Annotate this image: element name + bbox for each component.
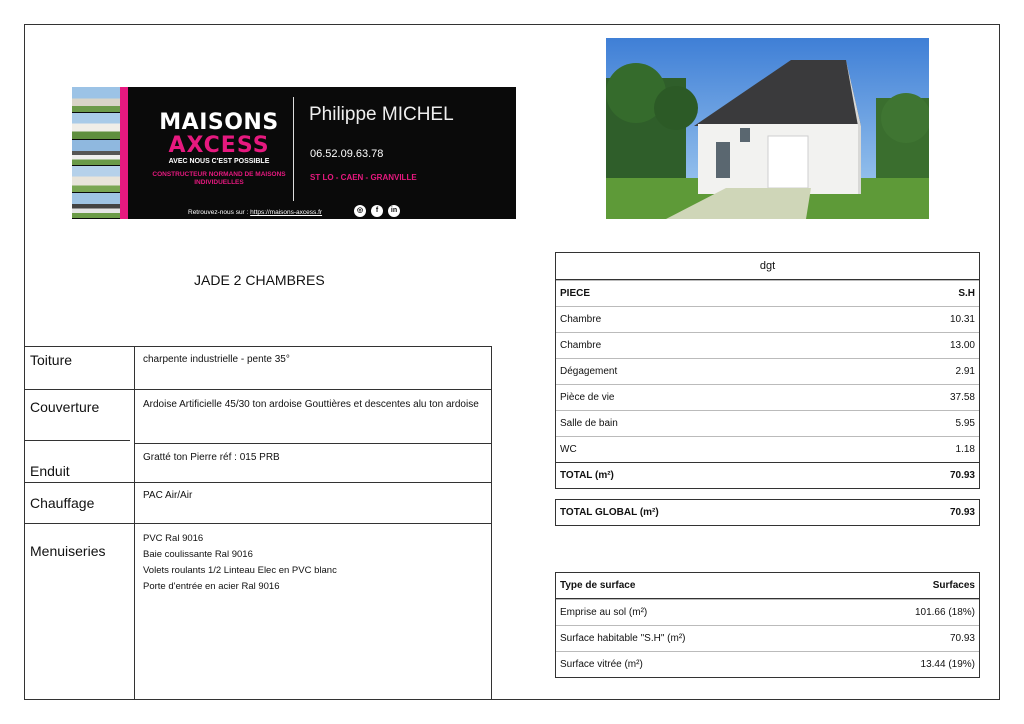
accent-stripe (120, 87, 128, 219)
table-row: Chambre 13.00 (556, 332, 979, 358)
table-row: Dégagement 2.91 (556, 358, 979, 384)
company-banner (72, 87, 516, 219)
house-render-image (606, 38, 929, 219)
instagram-icon[interactable]: ◎ (354, 205, 366, 217)
spec-label-chauffage: Chauffage (30, 495, 95, 511)
spec-value-chauffage: PAC Air/Air (143, 490, 193, 501)
contact-phone: 06.52.09.63.78 (310, 148, 384, 160)
spec-value-menuiseries: PVC Ral 9016 Baie coulissante Ral 9016 Volets roulants 1/2 Linteau Elec en PVC blanc Porte d'entrée en acier Ral 9016 (143, 533, 337, 592)
spec-table-border (24, 482, 492, 483)
spec-value-enduit: Gratté ton Pierre réf : 015 PRB (143, 452, 280, 463)
surfaces-table-header: Type de surface Surfaces (556, 573, 979, 599)
contact-name: Philippe MICHEL (309, 104, 454, 125)
linkedin-icon[interactable]: in (388, 205, 400, 217)
contact-cities: ST LO - CAEN - GRANVILLE (310, 173, 417, 182)
website-link[interactable]: Retrouvez-nous sur : https://maisons-axcess.fr (188, 209, 323, 216)
rooms-table-header: PIECE S.H (556, 280, 979, 306)
table-row: WC 1.18 (556, 436, 979, 462)
model-title: JADE 2 CHAMBRES (194, 272, 325, 288)
brand-logo: MAISONS AXCESS AVEC NOUS C'EST POSSIBLE CONSTRUCTEUR NORMAND DE MAISONS INDIVIDUELLES (152, 110, 286, 186)
spec-label-toiture: Toiture (30, 352, 73, 368)
table-row: Salle de bain 5.95 (556, 410, 979, 436)
banner-divider (293, 97, 294, 201)
table-row: Surface habitable "S.H" (m²) 70.93 (556, 625, 979, 651)
rooms-table (555, 252, 980, 489)
spec-table-border (24, 389, 492, 390)
spec-label-enduit: Enduit (30, 463, 70, 479)
table-row: Pièce de vie 37.58 (556, 384, 979, 410)
spec-table-border (24, 346, 492, 347)
global-total-row: TOTAL GLOBAL (m²) 70.93 (560, 507, 975, 518)
spec-table-border (24, 523, 492, 524)
spec-value-toiture: charpente industrielle - pente 35° (143, 354, 290, 365)
facebook-icon[interactable]: f (371, 205, 383, 217)
surfaces-table (555, 572, 980, 678)
house-photo-strip (72, 87, 120, 219)
table-row: Surface vitrée (m²) 13.44 (19%) (556, 651, 979, 677)
table-row: Chambre 10.31 (556, 306, 979, 332)
spec-label-menuiseries: Menuiseries (30, 543, 106, 559)
table-row: Emprise au sol (m²) 101.66 (18%) (556, 599, 979, 625)
rooms-total-row: TOTAL (m²) 70.93 (556, 462, 979, 488)
spec-table-border (24, 440, 130, 441)
spec-value-couverture: Ardoise Artificielle 45/30 ton ardoise Gouttières et descentes alu ton ardoise (143, 399, 479, 410)
spec-label-couverture: Couverture (30, 399, 100, 415)
spec-table-border (134, 443, 492, 444)
rooms-table-title: dgt (556, 253, 979, 280)
global-total-box (555, 499, 980, 526)
